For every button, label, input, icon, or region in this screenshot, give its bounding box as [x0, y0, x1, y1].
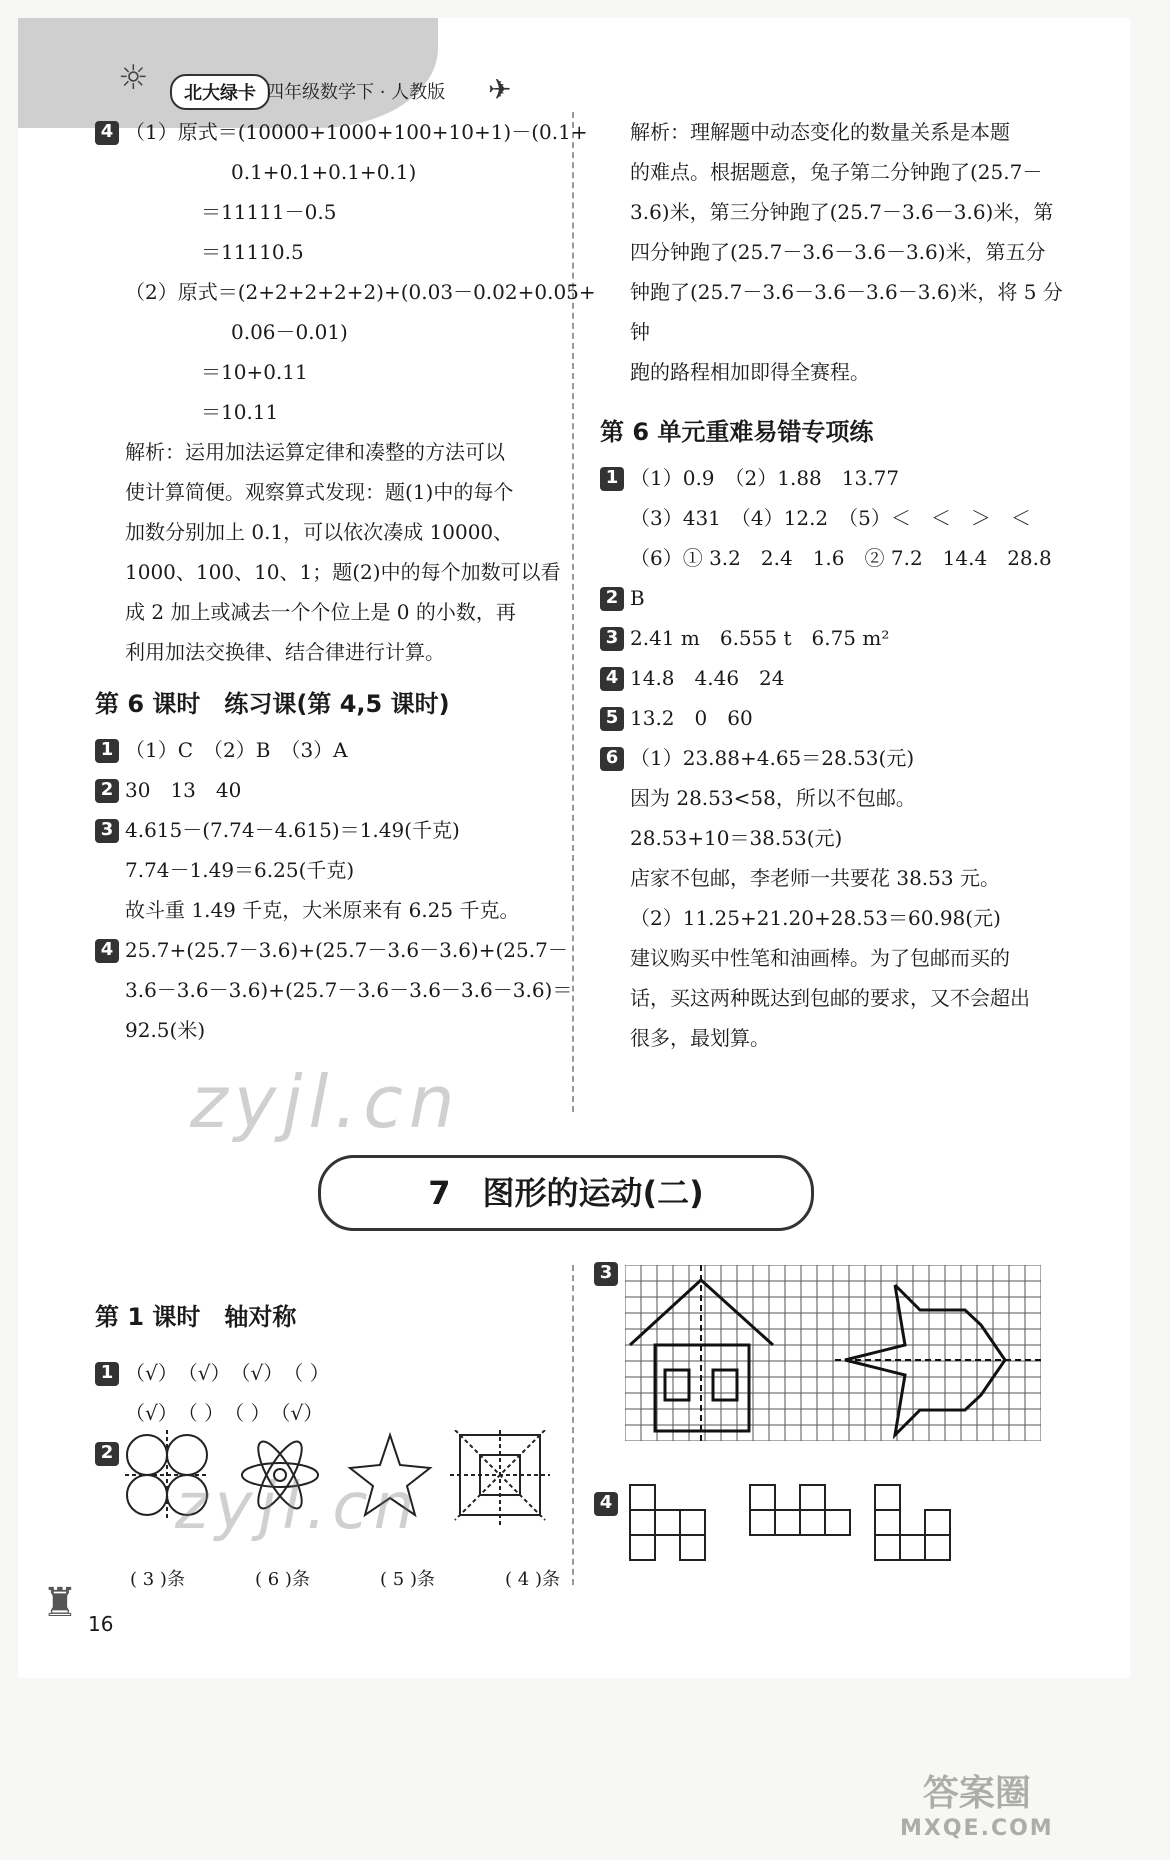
answer-text: （1）23.88+4.65＝28.53(元) [630, 746, 915, 770]
axis-count: ( 5 )条 [380, 1569, 435, 1590]
axis-count: ( 4 )条 [505, 1569, 560, 1590]
analysis-line: 解析：理解题中动态变化的数量关系是本题 [630, 120, 1010, 144]
column-divider [572, 1265, 574, 1585]
q4-cube-nets [625, 1480, 1065, 1580]
net-2 [750, 1485, 850, 1535]
answer-text: 30 13 40 [125, 778, 242, 802]
analysis-line: 使计算简便。观察算式发现：题(1)中的每个 [125, 480, 514, 504]
q4-line: 4 （1）原式＝(10000+1000+100+10+1)－(0.1+ [95, 112, 565, 152]
analysis-line: 利用加法交换律、结合律进行计算。 [125, 640, 445, 664]
answer-text: 话，买这两种既达到包邮的要求，又不会超出 [630, 986, 1030, 1010]
answer-text: 因为 28.53<58，所以不包邮。 [630, 786, 916, 810]
castle-icon: ♜ [42, 1580, 78, 1626]
q4-label [594, 1492, 624, 1516]
net-1 [630, 1485, 705, 1560]
answer-text: （6）① 3.2 2.4 1.6 ② 7.2 14.4 28.8 [630, 546, 1052, 570]
answer-line [95, 890, 565, 930]
q4-line: ＝11110.5 [201, 240, 304, 264]
lesson1-title: 第 1 课时 轴对称 [95, 1303, 297, 1331]
answer-line [600, 818, 1070, 858]
watermark: zyjl.cn [175, 1470, 421, 1544]
unit6-title: 第 6 单元重难易错专项练 [600, 418, 874, 446]
question-number: 3 [594, 1262, 618, 1286]
answer-line [95, 930, 568, 970]
question-number: 3 [95, 819, 119, 843]
answer-line [600, 858, 1070, 898]
answer-line [95, 970, 573, 1010]
house-window-right [713, 1370, 737, 1400]
answer-text: 3.6－3.6－3.6)+(25.7－3.6－3.6－3.6－3.6)＝ [125, 978, 573, 1002]
question-number: 5 [600, 707, 624, 731]
answer-line [600, 698, 1070, 738]
answer-text: 13.2 0 60 [630, 706, 753, 730]
analysis-block [600, 112, 1070, 392]
answer-line [95, 730, 565, 770]
answer-text: B [630, 586, 645, 610]
answer-text: （1）0.9 （2）1.88 13.77 [630, 466, 900, 490]
answer-text: （2）11.25+21.20+28.53＝60.98(元) [630, 906, 1001, 930]
lesson6-answers [95, 730, 573, 1050]
brand-badge: 北大绿卡 [170, 74, 270, 110]
answer-line [600, 778, 1070, 818]
answer-text: 店家不包邮，李老师一共要花 38.53 元。 [630, 866, 1000, 890]
question-number: 4 [95, 121, 119, 145]
footer-watermark [900, 1765, 1054, 1841]
answer-text: 2.41 m 6.555 t 6.75 m² [630, 626, 890, 650]
left-column [95, 112, 596, 1050]
answer-text: 建议购买中性笔和油画棒。为了包邮而买的 [630, 946, 1010, 970]
net-3 [875, 1485, 950, 1560]
analysis-line: 1000、100、10、1；题(2)中的每个加数可以看 [125, 560, 561, 584]
square-figure [450, 1430, 550, 1525]
page-number: 16 [88, 1612, 114, 1636]
q1-row: 1 （√） （√） （√） （ ） [95, 1353, 565, 1393]
book-subtitle: 四年级数学下 · 人教版 [266, 82, 446, 103]
analysis-line: 四分钟跑了(25.7－3.6－3.6－3.6)米，第五分 [630, 240, 1046, 264]
answer-line [600, 578, 1070, 618]
answer-line [600, 498, 1070, 538]
analysis-line: 钟跑了(25.7－3.6－3.6－3.6－3.6)米，将 5 分钟 [630, 280, 1063, 344]
house-window-left [665, 1370, 689, 1400]
question-number: 4 [594, 1492, 618, 1516]
question-number: 2 [95, 779, 119, 803]
q4-line: ＝10+0.11 [201, 360, 308, 384]
watermark: zyjl.cn [190, 1060, 461, 1144]
analysis-line: 3.6)米，第三分钟跑了(25.7－3.6－3.6)米，第 [630, 200, 1054, 224]
question-number: 6 [600, 747, 624, 771]
answer-text: （3）431 （4）12.2 （5）＜ ＜ ＞ ＜ [630, 506, 1031, 530]
axis-counts [130, 1565, 560, 1591]
lesson6-title: 第 6 课时 练习课(第 4,5 课时) [95, 690, 450, 718]
analysis-line: 成 2 加上或减去一个个位上是 0 的小数，再 [125, 600, 516, 624]
lightbulb-icon: ☼ [118, 58, 149, 98]
question-number: 4 [600, 667, 624, 691]
answer-text: 14.8 4.46 24 [630, 666, 785, 690]
answer-line [600, 738, 1070, 778]
q4-line: ＝11111－0.5 [201, 200, 337, 224]
answer-line [95, 810, 565, 850]
q3-grid-figure [625, 1265, 1041, 1441]
unit6-answers [600, 458, 1070, 1058]
right-column [600, 112, 1070, 1058]
q1-row: （√） （ ） （ ） （√） [125, 1401, 324, 1425]
answer-line [600, 938, 1070, 978]
analysis-line: 的难点。根据题意，兔子第二分钟跑了(25.7－ [630, 160, 1043, 184]
axis-count: ( 3 )条 [130, 1569, 185, 1590]
answer-line [95, 770, 565, 810]
answer-line [600, 538, 1070, 578]
question-number: 2 [95, 1442, 119, 1466]
answer-line [600, 978, 1070, 1018]
answer-text: 7.74－1.49＝6.25(千克) [125, 858, 355, 882]
q3-label [594, 1262, 624, 1286]
answer-text: 4.615－(7.74－4.615)＝1.49(千克) [125, 818, 460, 842]
answer-line [95, 850, 565, 890]
answer-text: 很多，最划算。 [630, 1026, 770, 1050]
paper-plane-icon: ✈ [488, 73, 512, 106]
answer-line [600, 1018, 1070, 1058]
answer-text: （1）C （2）B （3）A [125, 738, 348, 762]
question-number: 3 [600, 627, 624, 651]
answer-line [600, 898, 1070, 938]
answer-line [600, 458, 1070, 498]
chapter-banner: 7 图形的运动(二) [318, 1155, 814, 1231]
q4-line: 0.06－0.01) [231, 320, 348, 344]
answer-line [600, 618, 1070, 658]
q4-line: （2）原式＝(2+2+2+2+2)+(0.03－0.02+0.05+ [125, 280, 596, 304]
analysis-block [95, 432, 565, 672]
answer-text: 25.7+(25.7－3.6)+(25.7－3.6－3.6)+(25.7－ [125, 938, 568, 962]
footer-site: MXQE.COM [900, 1816, 1054, 1841]
question-number: 1 [95, 1362, 119, 1386]
question-number: 1 [95, 739, 119, 763]
answer-text: 92.5(米) [125, 1018, 206, 1042]
question-number: 2 [600, 587, 624, 611]
column-divider [572, 112, 574, 1112]
q4-line: 0.1+0.1+0.1+0.1) [231, 160, 417, 184]
q4-line: ＝10.11 [201, 400, 279, 424]
axis-count: ( 6 )条 [255, 1569, 310, 1590]
answer-text: 故斗重 1.49 千克，大米原来有 6.25 千克。 [125, 898, 520, 922]
answer-text: 28.53+10＝38.53(元) [630, 826, 843, 850]
answer-line [600, 658, 1070, 698]
analysis-line: 跑的路程相加即得全赛程。 [630, 360, 870, 384]
analysis-line: 加数分别加上 0.1，可以依次凑成 10000、 [125, 520, 514, 544]
footer-mark: 答案圈 [922, 1773, 1031, 1814]
question-number: 4 [95, 939, 119, 963]
answer-line [95, 1010, 565, 1050]
question-number: 1 [600, 467, 624, 491]
analysis-line: 解析：运用加法运算定律和凑整的方法可以 [125, 440, 505, 464]
